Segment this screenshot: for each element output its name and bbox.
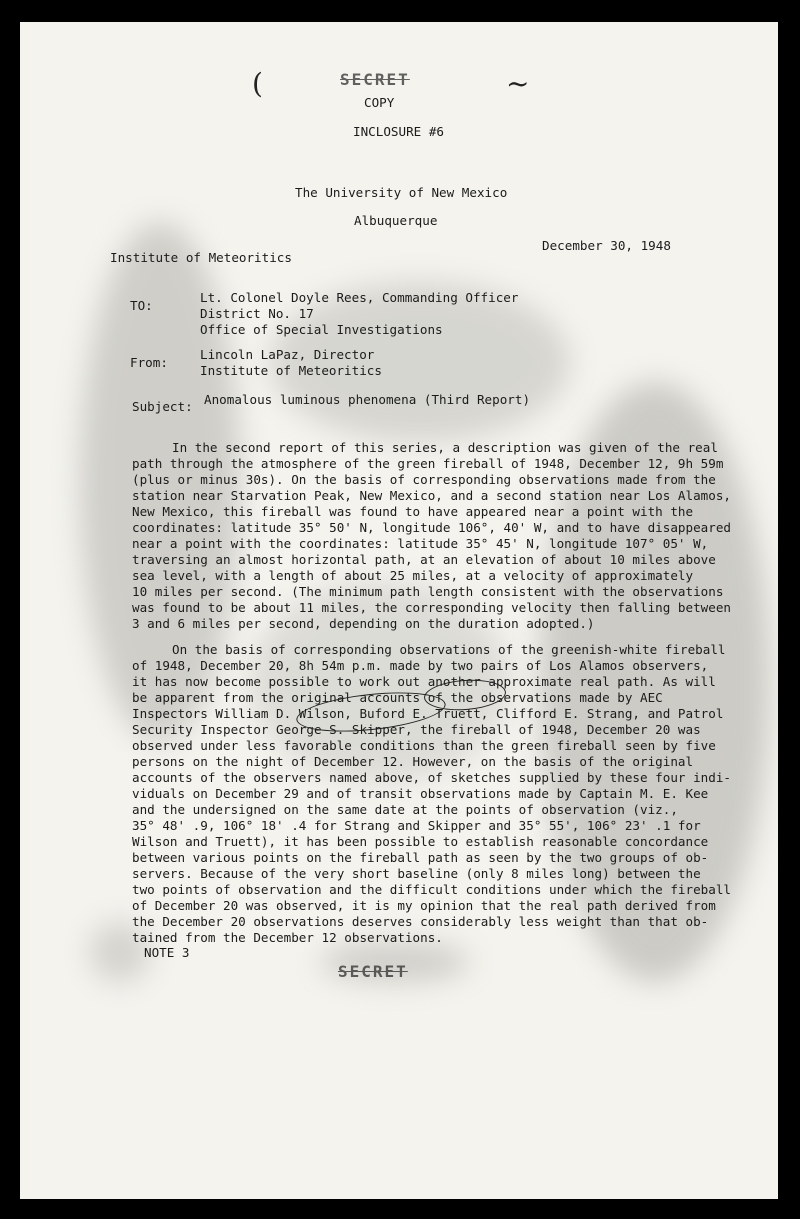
note-label: NOTE 3	[144, 945, 190, 960]
paragraph-1	[132, 440, 732, 632]
body-line: and the undersigned on the same date at the points of observation (viz.,	[132, 802, 678, 817]
copy-label: COPY	[364, 95, 395, 110]
security-stamp-top: SECRET	[340, 70, 410, 89]
body-line: Security Inspector George S. Skipper, the fireball of 1948, December 20 was	[132, 722, 701, 737]
body-line: two points of observation and the difficult conditions under which the fireball	[132, 882, 731, 897]
to-label: TO:	[130, 298, 153, 313]
body-line: near a point with the coordinates: latitude 35° 45' N, longitude 107° 05' W,	[132, 536, 709, 551]
body-line: traversing an almost horizontal path, at an elevation of about 10 miles above	[132, 552, 716, 567]
body-line: of 1948, December 20, 8h 54m p.m. made by two pairs of Los Alamos observers,	[132, 658, 709, 673]
body-line: path through the atmosphere of the green fireball of 1948, December 12, 9h 59m	[132, 456, 724, 471]
from-line: Lincoln LaPaz, Director	[200, 347, 375, 362]
body-line: was found to be about 11 miles, the corresponding velocity then falling between	[132, 600, 731, 615]
body-line: Inspectors William D. Wilson, Buford E. Truett, Clifford E. Strang, and Patrol	[132, 706, 724, 721]
body-line: 3 and 6 miles per second, depending on the duration adopted.)	[132, 616, 595, 631]
subject-label: Subject:	[132, 399, 193, 414]
body-line: New Mexico, this fireball was found to have appeared near a point with the	[132, 504, 694, 519]
university-name: The University of New Mexico	[295, 185, 508, 200]
city-name: Albuquerque	[354, 213, 438, 228]
document-text	[20, 22, 778, 1199]
body-line: it has now become possible to work out another approximate real path. As will	[132, 674, 716, 689]
body-line: be apparent from the original accounts of the observations made by AEC	[132, 690, 663, 705]
handwritten-mark-right: ~	[506, 67, 530, 100]
from-label: From:	[130, 355, 168, 370]
body-line: viduals on December 29 and of transit observations made by Captain M. E. Kee	[132, 786, 709, 801]
body-line: 10 miles per second. (The minimum path length consistent with the observations	[132, 584, 724, 599]
body-line: station near Starvation Peak, New Mexico, and a second station near Los Alamos,	[132, 488, 731, 503]
body-line: persons on the night of December 12. However, on the basis of the original	[132, 754, 694, 769]
body-line: servers. Because of the very short baseline (only 8 miles long) between the	[132, 866, 701, 881]
from-address	[200, 347, 382, 379]
body-line: between various points on the fireball path as seen by the two groups of ob-	[132, 850, 709, 865]
to-line: Lt. Colonel Doyle Rees, Commanding Officer	[200, 290, 519, 305]
body-line: On the basis of corresponding observations of the greenish-white fireball	[172, 642, 726, 657]
body-line: (plus or minus 30s). On the basis of corresponding observations made from the	[132, 472, 716, 487]
body-line: accounts of the observers named above, of sketches supplied by these four indi-	[132, 770, 731, 785]
letter-date: December 30, 1948	[542, 238, 671, 253]
body-line: 35° 48' .9, 106° 18' .4 for Strang and Skipper and 35° 55', 106° 23' .1 for	[132, 818, 701, 833]
body-line: coordinates: latitude 35° 50' N, longitude 106°, 40' W, and to have disappeared	[132, 520, 731, 535]
security-stamp-bottom: SECRET	[338, 962, 408, 981]
body-line: sea level, with a length of about 25 miles, at a velocity of approximately	[132, 568, 694, 583]
document-page	[20, 22, 778, 1199]
to-address	[200, 290, 518, 338]
handwritten-mark-left: (	[252, 67, 263, 100]
body-line: of December 20 was observed, it is my opinion that the real path derived from	[132, 898, 716, 913]
body-line: the December 20 observations deserves considerably less weight than that ob-	[132, 914, 709, 929]
to-line: District No. 17	[200, 306, 314, 321]
to-line: Office of Special Investigations	[200, 322, 443, 337]
body-line: Wilson and Truett), it has been possible to establish reasonable concordance	[132, 834, 709, 849]
subject-text: Anomalous luminous phenomena (Third Report)	[204, 392, 531, 407]
body-line: In the second report of this series, a description was given of the real	[172, 440, 718, 455]
from-line: Institute of Meteoritics	[200, 363, 382, 378]
body-line: tained from the December 12 observations.	[132, 930, 443, 945]
inclosure-label: INCLOSURE #6	[353, 124, 444, 139]
body-line: observed under less favorable conditions than the green fireball seen by five	[132, 738, 716, 753]
institute-name: Institute of Meteoritics	[110, 250, 292, 265]
